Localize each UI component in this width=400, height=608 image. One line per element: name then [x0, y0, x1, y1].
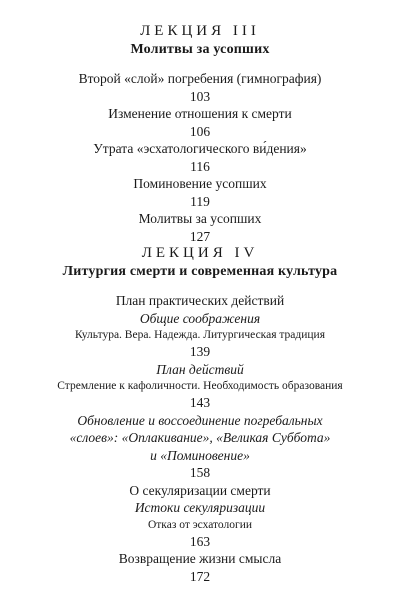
- toc-entry-title: Второй «слой» погребения (гимнография): [78, 71, 322, 86]
- toc-section-title: О секуляризации смерти: [129, 482, 271, 498]
- toc-entry-page: 143: [189, 395, 211, 410]
- toc-section-title: Возвращение жизни смысла: [118, 551, 282, 566]
- toc-entry-page: 119: [190, 193, 210, 209]
- toc-section-title: План практических действий: [115, 293, 285, 308]
- lecture-4-subtitle: Литургия смерти и современная культура: [62, 264, 338, 279]
- toc-entry-title: Поминовение усопших: [133, 176, 267, 191]
- toc-subsection-title: План действий: [156, 361, 244, 377]
- toc-entry-page: 103: [189, 88, 211, 104]
- toc-subsection-title: и «Поминовение»: [150, 447, 250, 463]
- toc-subsection-title: «слоев»: «Оплакивание», «Великая Суббота»: [69, 430, 331, 445]
- lecture-4-section: [0, 244, 400, 281]
- toc-subsection-title: Истоки секуляризации: [134, 500, 266, 515]
- toc-subsection-detail: Стремление к кафоличности. Необходимость образования: [57, 380, 343, 392]
- toc-subsection-title: Обновление и воссоединение погребальных: [77, 412, 323, 428]
- toc-entry-page: 106: [189, 123, 211, 139]
- lecture-4-entries: [0, 292, 400, 585]
- toc-entry-page: 139: [189, 344, 211, 359]
- toc-entry-page: 158: [189, 465, 211, 480]
- toc-entry-page: 163: [189, 533, 211, 549]
- toc-subsection-detail: Отказ от эсхатологии: [147, 518, 253, 531]
- toc-subsection-detail: Культура. Вера. Надежда. Литургическая традиция: [74, 329, 325, 341]
- toc-entry-title: Изменение отношения к смерти: [108, 106, 292, 121]
- lecture-3-entries: [0, 70, 400, 245]
- toc-subsection-title: Общие соображения: [139, 310, 261, 326]
- lecture-4-heading: ЛЕКЦИЯ IV: [141, 245, 259, 261]
- lecture-3-subtitle: Молитвы за усопших: [130, 42, 270, 57]
- toc-entry-page: 116: [190, 158, 210, 174]
- toc-entry-title: Утрата «эсхатологического ви́дения»: [93, 141, 307, 156]
- lecture-3-section: [0, 22, 400, 59]
- toc-entry-page: 172: [189, 568, 211, 584]
- lecture-3-heading: ЛЕКЦИЯ III: [140, 23, 260, 39]
- toc-entry-page: 127: [189, 228, 211, 244]
- toc-entry-title: Молитвы за усопших: [138, 211, 262, 226]
